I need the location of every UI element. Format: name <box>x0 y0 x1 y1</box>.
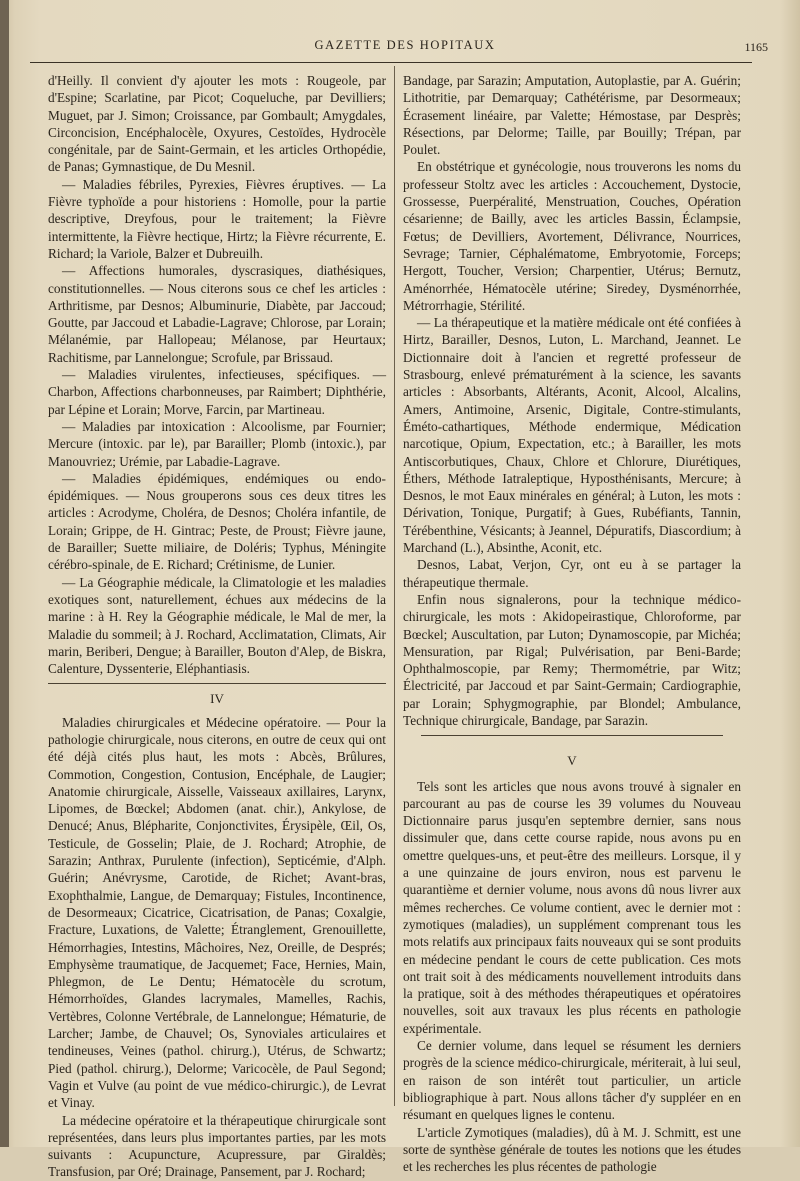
column-divider <box>394 66 395 1106</box>
section-heading-v: V <box>567 753 577 769</box>
paragraph: — Maladies fébriles, Pyrexies, Fièvres éruptives. — La Fièvre typhoïde a pour historiens : Homolle, pour la partie descriptive, Dreyfous, pour le traitement; la Fièvre intermittente, la Fièvre hectique, Hirtz; la Fièvre récurrente, E. Richard; la Variole, Balzer et Dubreuilh. <box>48 176 386 261</box>
paragraph: Maladies chirurgicales et Médecine opératoire. — Pour la pathologie chirurgicale, nous citerons, en outre de ceux qui ont été déjà cités plus haut, les mots : Abcès, Brûlures, Commotion, Congestion, Contusion, Encéphale, de Laugier; Anatomie chirurgicale, Aisselle, Vaisseaux axillaires, Larynx, Lipomes, de Bœckel; Abdomen (anat. chir.), Ankylose, de Denucé; Anus, Blépharite, Conjonctivites, Érysipèle, Œil, Os, Testicule, de Gosselin; Plaie, de J. Rochard; Atrophie, de Sarazin; Anthrax, Purulente (infection), Septicémie, d'Alph. Guérin; Anévrysme, Carotide, de Richet; Avant-bras, Exophthalmie, Langue, de Demarquay; Fistules, Incontinence, de Desormeaux; Cicatrice, Cicatrisation, de Panas; Coxalgie, Fracture, Luxations, de Valette; Étranglement, Grenouillette, Hémorrhagies, Intestins, Mâchoires, Nez, Oreille, de Després; Emphysème traumatique, de Jacquemet; Face, Hernies, Main, Phlegmon, de Le Dentu; Hématocèle du scrotum, Hémorrhoïdes, Glandes lacrymales, Mamelles, Rachis, Vertèbres, Colonne Vertébrale, de Lannelongue; Hématurie, de Larcher; Jambe, de Chauvel; Os, Synoviales articulaires et tendineuses, Veines (pathol. chirurg.), Utérus, de Schwartz; Pied (pathol. chirurg.), Delorme; Varicocèle, de Paul Segond; Vagin et Vulve (au point de vue médico-chirurgic.), de Levrat et Vinay. <box>48 714 386 1111</box>
paragraph: Tels sont les articles que nous avons trouvé à signaler en parcourant au pas de course les 39 volumes du Nouveau Dictionnaire parus jusqu'en septembre dernier, sans nous dissimuler que, dans cette course rapide, nous avons pu en omettre quelques-uns, et peut-être des meilleurs. Lorsque, il y a une quinzaine de jours environ, nous est parvenu le quarantième et dernier volume, nous avons dû nous livrer aux mêmes recherches. Ce volume contient, avec le dernier mot : zymotiques (maladies), un supplément comprenant tous les mots relatifs aux principaux faits nouveaux qui se sont produits en médecine pendant le cours de cette publication. Ces mots ont trait soit à des médicaments nouvellement introduits dans la pratique, soit à des méthodes thérapeutiques et opératoires nouvelles, soit aux travaux les plus récents en pathologie expérimentale. <box>403 778 741 1036</box>
right-column <box>403 72 741 1175</box>
paragraph: d'Heilly. Il convient d'y ajouter les mots : Rougeole, par d'Espine; Scarlatine, par Picot; Coqueluche, par Devilliers; Muguet, par J. Simon; Croissance, par Gombault; Amygdales, Circoncision, Encéphalocèle, Oxyures, Cestoïdes, Hydrocèle congénitale, par de Saint-Germain, et les articles Orthopédie, de Panas; Gymnastique, de Du Mesnil. <box>48 73 386 175</box>
paragraph: Desnos, Labat, Verjon, Cyr, ont eu à se partager la thérapeutique thermale. <box>403 557 741 590</box>
paragraph: — Maladies virulentes, infectieuses, spécifiques. — Charbon, Affections charbonneuses, par Raimbert; Diphthérie, par Lépine et Lorain; Morve, Farcin, par Martineau. <box>48 367 386 417</box>
paragraph: — Affections humorales, dyscrasiques, diathésiques, constitutionnelles. — Nous citerons sous ce chef les articles : Arthritisme, par Desnos; Albuminurie, Diabète, par Jaccoud; Goutte, par Jaccoud et Labadie-Lagrave; Chlorose, par Lorain; Mélanémie, par Hallopeau; Mélanose, par Heurtaux; Rachitisme, par Lannelongue; Scrofule, par Brissaud. <box>48 263 386 365</box>
paragraph: — Maladies par intoxication : Alcoolisme, par Fournier; Mercure (intoxic. par le), par Barailler; Plomb (intoxic.), par Manouvriez; Urémie, par Labadie-Lagrave. <box>48 418 386 469</box>
section-rule <box>421 735 723 736</box>
paragraph: Ce dernier volume, dans lequel se résument les derniers progrès de la science médico-chirurgicale, mériterait, à lui seul, en raison de son intérêt tout particulier, un article bibliographique à part. Nous allons tâcher d'y suppléer en en résumant en quelques lignes le contenu. <box>403 1038 741 1123</box>
paragraph: Enfin nous signalerons, pour la technique médico-chirurgicale, les mots : Akidopeirastique, Chloroforme, par Bœckel; Auscultation, par Luton; Dynamoscopie, par Michéa; Mensuration, par Rigal; Pulvérisation, par Beni-Barde; Ophthalmoscopie, par Remy; Thermométrie, par Witz; Électricité, par Jaccoud et par Saint-Germain; Cardiographie, par Lorain; Sphygmographie, par Blondel; Ambulance, Technique chirurgicale, Bandage, par Sarazin. <box>403 591 741 728</box>
page-number: 1165 <box>744 40 768 54</box>
paragraph: En obstétrique et gynécologie, nous trouverons les noms du professeur Stoltz avec les articles : Accouchement, Dystocie, Grossesse, Puerpéralité, Menstruation, Couches, Opération césarienne; de Bailly, avec les articles Bassin, Éclampsie, Fœtus; de Devilliers, Avortement, Délivrance, Nourrices, Sevrage; Tarnier, Céphalématome, Embryotomie, Forceps; Hergott, Toucher, Version; Charpentier, Utérus; Bernutz, Aménorrhée, Hématocèle utérine; Siredey, Dysménorrhée, Métrorrhagie, Stérilité. <box>403 159 741 313</box>
paragraph: — La Géographie médicale, la Climatologie et les maladies exotiques sont, naturellement, échues aux médecins de la marine : à H. Rey la Géographie médicale, le Mal de mer, la Maladie du sommeil; à J. Rochard, Acclimatation, Climats, Air marin, Beriberi, Dengue; à Barailler, Bouton d'Alep, de Biskra, Calenture, Dyssenterie, Eléphantiasis. <box>48 574 386 677</box>
paragraph: Bandage, par Sarazin; Amputation, Autoplastie, par A. Guérin; Lithotritie, par Demarquay; Cathétérisme, par Desormeaux; Écrasement linéaire, par Valette; Hémostase, par Desprès; Résections, par Delorme; Taille, par Bouilly; Trépan, par Poulet. <box>403 73 741 158</box>
running-title: GAZETTE DES HOPITAUX <box>314 38 496 52</box>
paragraph: La médecine opératoire et la thérapeutique chirurgicale sont représentées, dans leurs plus importantes parties, par les mots suivants : Acupuncture, Acupressure, par Giraldès; Transfusion, par Oré; Drainage, Pansement, par J. Rochard; <box>48 1112 386 1180</box>
section-heading-iv: IV <box>48 683 386 707</box>
paragraph: L'article Zymotiques (maladies), dû à M. J. Schmitt, est une sorte de synthèse générale de toutes les notions que les études et les recherches les plus récentes de pathologie <box>403 1124 741 1175</box>
paragraph: — La thérapeutique et la matière médicale ont été confiées à Hirtz, Barailler, Desnos, Luton, L. Marchand, Jeannet. Le Dictionnaire doit à l'ancien et regretté professeur de Strasbourg, enlevé prématurément à la science, les savants articles : Absorbants, Altérants, Aconit, Alcool, Alcalins, Amers, Antimoine, Arsenic, Digitale, Contre-stimulants, Éméto-cathartiques, Méthode endermique, Médication narcotique, Opium, Expectation, etc.; à Barailler, les mots Antiscorbutiques, Chaux, Chlore et Chlorure, Diurétiques, Éthers, Méthode Iatraleptique, Hyposthénisants, Mercure; à Desnos, le mot Eaux minérales en général; à Luton, les mots : Dérivation, Tonique, Purgatif; à Gues, Rubéfiants, Tannin, Térébenthine, Vésicants; à Jeannel, Dépuratifs, Diascordium; à Marchand (L.), Absinthe, Aconit, etc. <box>403 315 741 556</box>
header-rule <box>30 62 752 63</box>
paragraph: — Maladies épidémiques, endémiques ou endo-épidémiques. — Nous grouperons sous ces deux titres les articles : Acrodyme, Choléra, de Desnos; Choléra infantile, de Lorain; Grippe, de H. Gintrac; Peste, de Proust; Fièvre jaune, de Barailler; Suette miliaire, de Doléris; Typhus, Méningite cérébro-spinale, de E. Richard; Crétinisme, de Lunier. <box>48 470 386 573</box>
page-binding-edge <box>0 0 9 1147</box>
left-column <box>48 72 386 1181</box>
page-header <box>30 30 780 70</box>
